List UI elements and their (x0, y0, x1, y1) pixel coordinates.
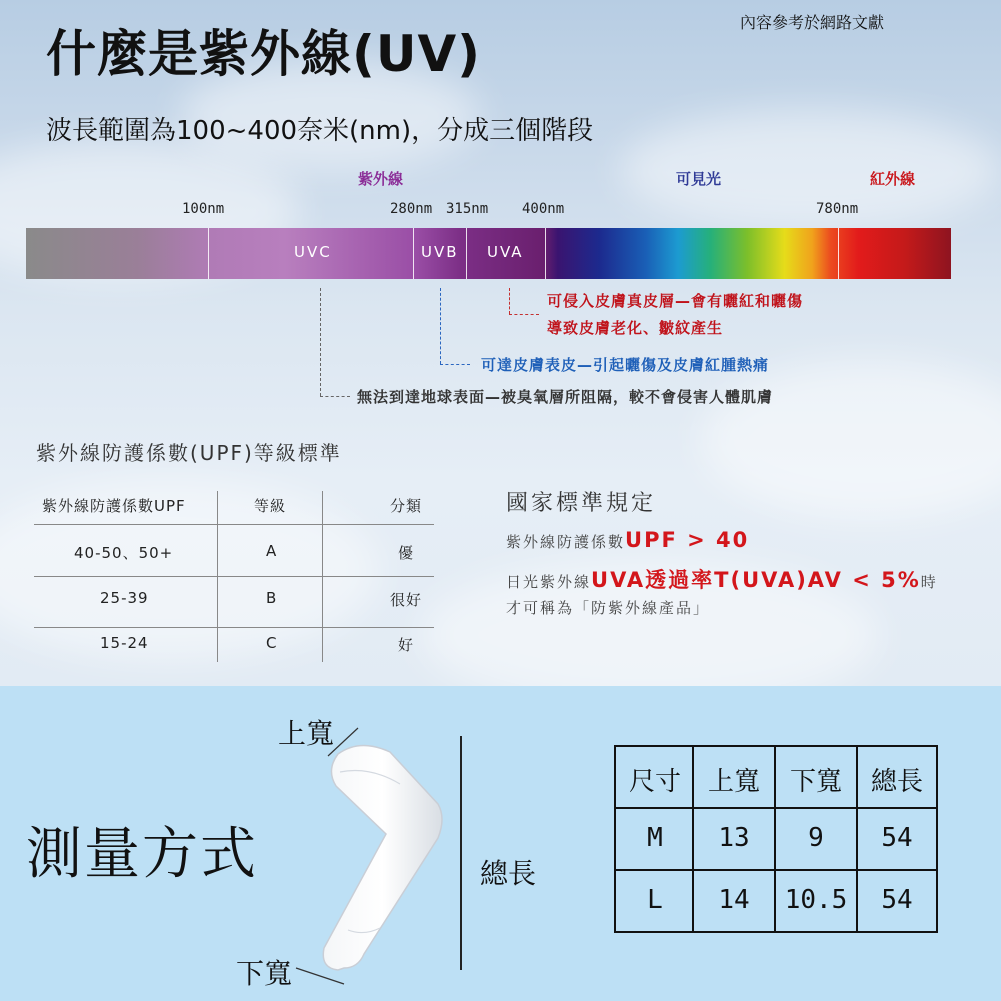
spectrum-divider (208, 228, 209, 279)
size-cell: 14 (718, 885, 750, 915)
measurement-panel (0, 686, 1001, 1001)
size-header-size: 尺寸 (628, 767, 681, 797)
size-cell: 54 (881, 885, 913, 915)
region-label-visible: 可見光 (676, 170, 722, 188)
uvc-leader (320, 396, 350, 397)
size-cell: 13 (718, 823, 750, 853)
measurement-title: 測量方式 (26, 822, 258, 887)
spectrum-divider (545, 228, 546, 279)
wavelength-315: 315nm (446, 201, 489, 217)
upf-col-divider (217, 491, 218, 662)
upf-col-divider (322, 491, 323, 662)
size-table-divider (616, 807, 936, 809)
size-header-bottom-width: 下寬 (789, 767, 842, 797)
spectrum-divider (838, 228, 839, 279)
upf-row-divider (34, 627, 434, 628)
size-cell: 10.5 (784, 885, 848, 915)
size-header-top-width: 上寬 (707, 767, 760, 797)
size-cell: 54 (881, 823, 913, 853)
band-uvb: UVB (421, 243, 459, 261)
national-upf-value: UPF > 40 (625, 528, 750, 552)
top-width-label: 上寬 (278, 717, 335, 750)
upf-cell: 很好 (390, 591, 423, 609)
total-length-line (460, 736, 462, 970)
upf-cell: 好 (398, 636, 415, 654)
wavelength-780: 780nm (816, 201, 859, 217)
band-uvc: UVC (294, 243, 332, 261)
upf-row-divider (34, 524, 434, 525)
spectrum-divider (413, 228, 414, 279)
source-note: 內容參考於網路文獻 (740, 13, 885, 32)
national-line-3: 才可稱為「防紫外線產品」 (506, 599, 711, 617)
page-subtitle: 波長範圍為100~400奈米(nm)，分成三個階段 (46, 116, 594, 146)
upf-row-divider (34, 576, 434, 577)
uva-leader (509, 314, 539, 315)
spectrum-divider (466, 228, 467, 279)
bottom-width-label: 下寬 (236, 957, 293, 990)
uvb-leader (440, 364, 470, 365)
size-header-total-length: 總長 (870, 767, 923, 797)
wavelength-100: 100nm (182, 201, 225, 217)
region-label-uv: 紫外線 (358, 170, 404, 188)
upf-cell: C (266, 634, 278, 652)
uva-note-1: 可侵入皮膚真皮層—會有曬紅和曬傷 (547, 292, 804, 310)
size-table (614, 745, 938, 933)
upf-cell: 優 (398, 544, 415, 562)
uva-leader (509, 288, 510, 314)
national-line-1 (506, 528, 749, 552)
upf-cell: A (266, 542, 278, 560)
total-length-label: 總長 (480, 857, 537, 890)
upf-cell: 25-39 (100, 589, 149, 607)
national-standard-title: 國家標準規定 (506, 491, 657, 516)
uvb-leader (440, 288, 441, 364)
uvc-note: 無法到達地球表面—被臭氧層所阻隔，較不會侵害人體肌膚 (357, 388, 774, 406)
uvb-note: 可達皮膚表皮—引起曬傷及皮膚紅腫熱痛 (481, 356, 770, 374)
sleeve-shape (323, 745, 442, 970)
size-cell: 9 (808, 823, 824, 853)
upf-header-category: 分類 (390, 497, 423, 515)
uvc-leader (320, 288, 321, 396)
upf-header-upf: 紫外線防護係數UPF (42, 497, 186, 515)
page-title: 什麼是紫外線(UV) (46, 25, 481, 83)
upf-cell: B (266, 589, 278, 607)
national-line-2 (506, 564, 938, 594)
band-uva: UVA (487, 243, 524, 261)
national-line-1-prefix: 紫外線防護係數 (506, 533, 626, 551)
wavelength-280: 280nm (390, 201, 433, 217)
national-line-2-suffix: 時 (920, 573, 938, 591)
national-uva-value: UVA透過率T(UVA)AV < 5% (591, 568, 921, 592)
wavelength-400: 400nm (522, 201, 565, 217)
region-label-infrared: 紅外線 (870, 170, 916, 188)
upf-cell: 15-24 (100, 634, 149, 652)
uva-note-2: 導致皮膚老化、皺紋產生 (547, 319, 724, 337)
upf-title: 紫外線防護係數(UPF)等級標準 (36, 441, 342, 465)
size-cell: M (647, 823, 663, 853)
upf-cell: 40-50、50+ (74, 544, 174, 562)
size-table-divider (616, 869, 936, 871)
size-cell: L (647, 885, 663, 915)
upf-header-grade: 等級 (254, 497, 287, 515)
national-line-2-prefix: 日光紫外線 (506, 573, 592, 591)
